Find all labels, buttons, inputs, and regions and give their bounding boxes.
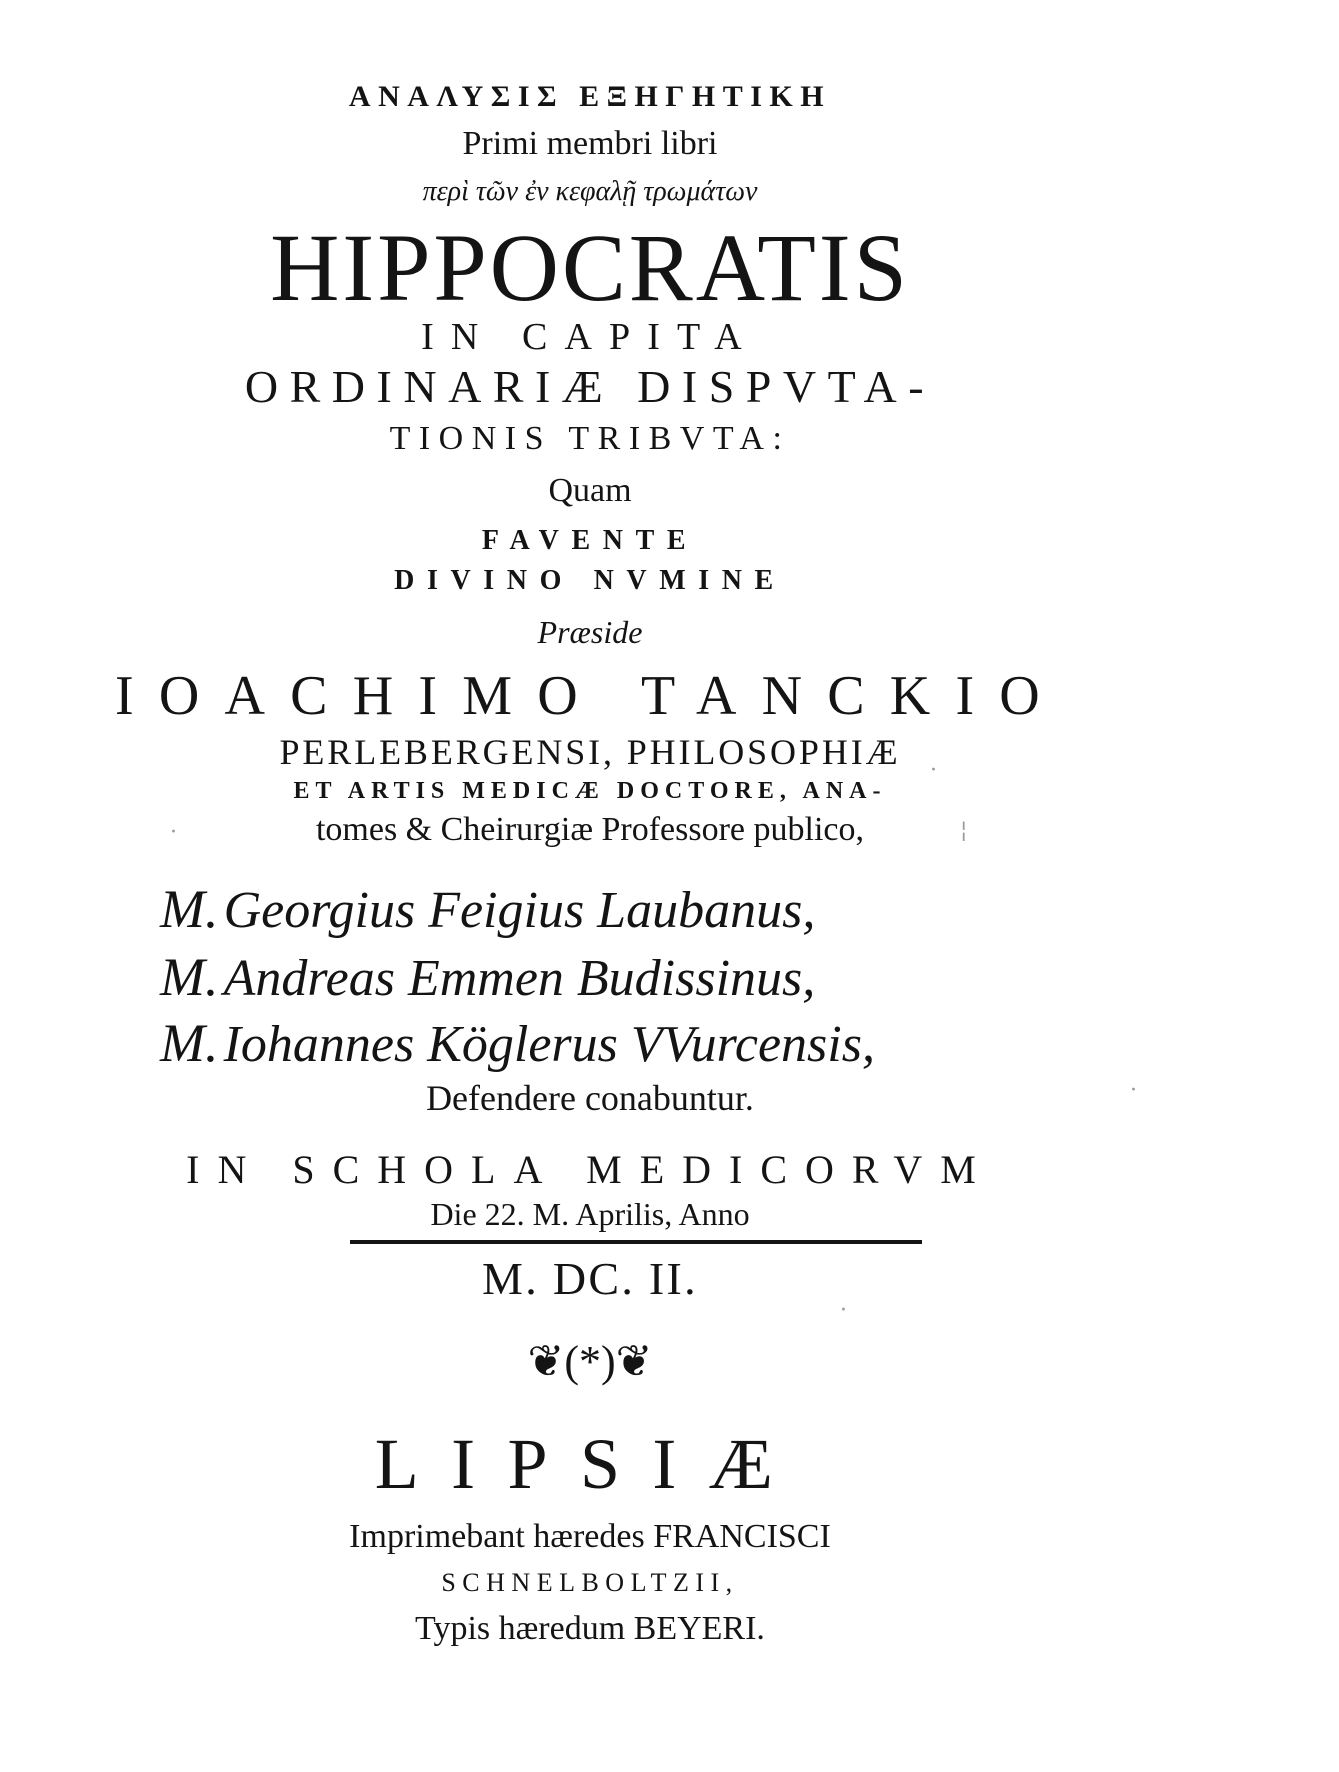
ink-speck: · xyxy=(170,820,177,845)
defender-name: Andreas Emmen Budissinus, xyxy=(223,950,816,1007)
greek-heading: ΑΝΑΛΥΣΙΣ ΕΞΗΓΗΤΙΚΗ xyxy=(348,80,832,113)
horizontal-rule xyxy=(350,1240,922,1244)
line-in-capita: IN CAPITA xyxy=(421,316,759,358)
praeses-name: IOACHIMO TANCKIO xyxy=(115,665,1065,727)
defender-name: Georgius Feigius Laubanus, xyxy=(223,882,816,939)
defender-prefix: M. xyxy=(160,947,219,1007)
in-schola-line: IN SCHOLA MEDICORVM xyxy=(186,1147,994,1192)
praeses-degree: ET ARTIS MEDICÆ DOCTORE, ANA- xyxy=(293,778,887,804)
defender-row xyxy=(160,947,1060,1007)
fleuron-ornament: ❦(*)❦ xyxy=(527,1337,653,1386)
main-title: HIPPOCRATIS xyxy=(270,214,910,321)
word-quam: Quam xyxy=(548,472,632,509)
ink-speck: · xyxy=(840,1298,847,1323)
defender-row xyxy=(160,879,1060,939)
greek-subtitle: περὶ τῶν ἐν κεφαλῇ τρωμάτων xyxy=(422,176,758,207)
ink-speck: · xyxy=(930,758,937,783)
imprint-line-3: Typis hæredum BEYERI. xyxy=(415,1610,765,1647)
defender-row xyxy=(160,1013,1060,1073)
defendere-line: Defendere conabuntur. xyxy=(426,1078,754,1118)
ink-speck: · xyxy=(1130,1078,1137,1103)
praeses-origin: PERLEBERGENSI, PHILOSOPHIÆ xyxy=(279,732,901,772)
city-lipsiae: LIPSIÆ xyxy=(374,1424,806,1504)
word-favente: FAVENTE xyxy=(481,525,699,556)
date-line: Die 22. M. Aprilis, Anno xyxy=(430,1196,750,1232)
ink-speck: ¦ xyxy=(960,818,968,843)
year-line: M. DC. II. xyxy=(482,1253,698,1304)
defender-name: Iohannes Köglerus VVurcensis, xyxy=(223,1016,875,1073)
defender-prefix: M. xyxy=(160,1013,219,1073)
subtitle-primi-membri: Primi membri libri xyxy=(462,125,718,162)
defender-prefix: M. xyxy=(160,879,219,939)
imprint-line-1: Imprimebant hæredes FRANCISCI xyxy=(349,1518,831,1555)
divino-numine: DIVINO NVMINE xyxy=(394,565,786,596)
imprint-line-2: SCHNELBOLTZII, xyxy=(441,1568,739,1597)
praeses-professor: tomes & Cheirurgiæ Professore publico, xyxy=(315,811,865,848)
line-ordinariae: ORDINARIÆ DISPVTA- xyxy=(244,361,936,412)
word-praeside: Præside xyxy=(537,614,643,650)
line-tionis: TIONIS TRIBVTA: xyxy=(389,420,791,457)
